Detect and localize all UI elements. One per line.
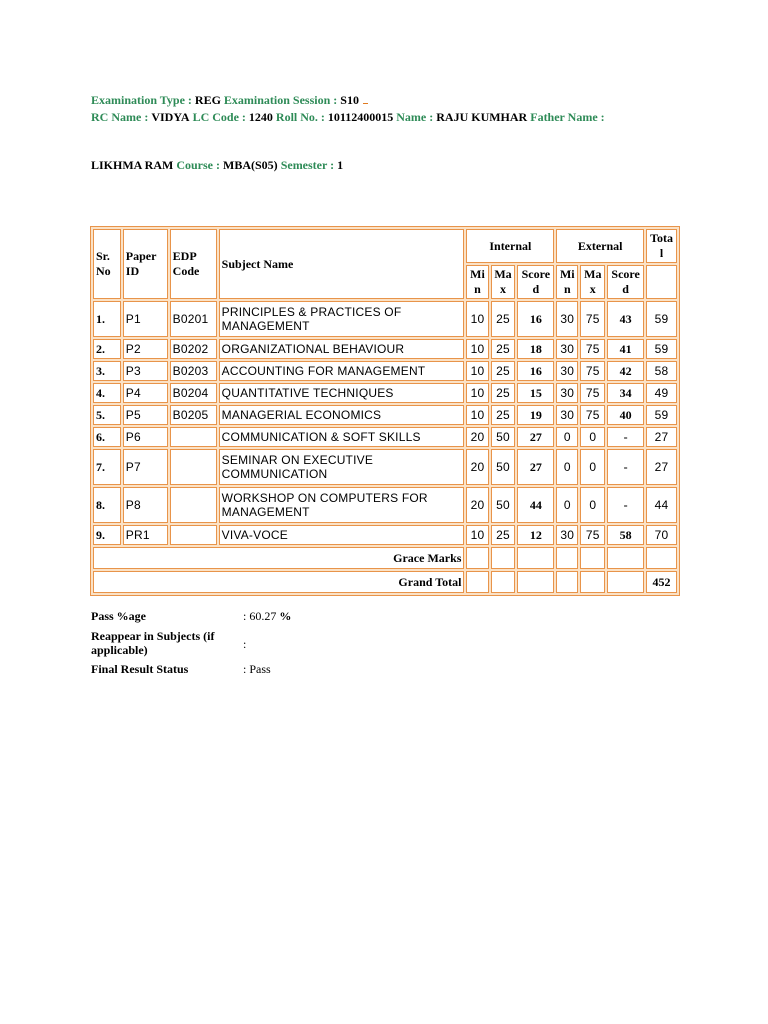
subject-name-cell: MANAGERIAL ECONOMICS	[219, 405, 465, 425]
empty-cell	[556, 571, 578, 593]
internal-max-cell: 25	[491, 525, 516, 545]
empty-cell	[517, 547, 554, 569]
table-row	[93, 361, 677, 381]
empty-cell	[580, 571, 605, 593]
col-internal-scored-header: Score d	[517, 265, 554, 299]
sr-cell: 6.	[93, 427, 121, 447]
paper-id-cell: P5	[123, 405, 168, 425]
edp-code-cell: B0201	[170, 301, 217, 337]
course-value: MBA(S05)	[223, 158, 278, 172]
total-cell: 59	[646, 339, 677, 359]
lc-code-value: 1240	[248, 110, 273, 124]
edp-code-cell: B0204	[170, 383, 217, 403]
internal-scored-cell: 15	[517, 383, 554, 403]
exam-session-value: S10	[340, 93, 359, 107]
edp-code-cell	[170, 525, 217, 545]
table-row	[93, 301, 677, 337]
paper-id-cell: P2	[123, 339, 168, 359]
underline-mark	[363, 93, 368, 104]
col-paper-header: Paper ID	[123, 229, 168, 299]
table-row	[93, 525, 677, 545]
exam-type-value: REG	[194, 93, 221, 107]
edp-code-cell: B0202	[170, 339, 217, 359]
empty-cell	[607, 571, 644, 593]
empty-cell	[580, 547, 605, 569]
semester-value: 1	[337, 158, 344, 172]
external-max-cell: 0	[580, 449, 605, 485]
marks-table	[90, 226, 680, 596]
external-min-cell: 0	[556, 487, 578, 523]
name-value: RAJU KUMHAR	[436, 110, 528, 124]
roll-no-value: 10112400015	[327, 110, 394, 124]
empty-cell	[556, 547, 578, 569]
edp-code-cell	[170, 487, 217, 523]
external-min-cell: 30	[556, 339, 578, 359]
external-scored-cell: 41	[607, 339, 644, 359]
total-cell: 44	[646, 487, 677, 523]
table-row	[93, 383, 677, 403]
external-min-cell: 30	[556, 301, 578, 337]
external-max-cell: 75	[580, 301, 605, 337]
edp-code-cell	[170, 449, 217, 485]
pass-percentage-value: : 60.27	[243, 609, 277, 623]
col-internal-header: Internal	[466, 229, 554, 263]
external-min-cell: 0	[556, 449, 578, 485]
empty-cell	[646, 265, 677, 299]
col-external-max-header: Ma x	[580, 265, 605, 299]
table-row	[93, 339, 677, 359]
external-scored-cell: 34	[607, 383, 644, 403]
external-max-cell: 0	[580, 427, 605, 447]
col-internal-max-header: Ma x	[491, 265, 516, 299]
subject-name-cell: ORGANIZATIONAL BEHAVIOUR	[219, 339, 465, 359]
external-scored-cell: -	[607, 487, 644, 523]
empty-cell	[517, 571, 554, 593]
rc-name-label: RC Name :	[91, 110, 149, 124]
sr-cell: 2.	[93, 339, 121, 359]
empty-cell	[491, 571, 516, 593]
subject-name-cell: WORKSHOP ON COMPUTERS FOR MANAGEMENT	[219, 487, 465, 523]
internal-min-cell: 20	[466, 449, 488, 485]
external-min-cell: 30	[556, 361, 578, 381]
paper-id-cell: P3	[123, 361, 168, 381]
internal-min-cell: 10	[466, 361, 488, 381]
external-scored-cell: 58	[607, 525, 644, 545]
total-cell: 59	[646, 301, 677, 337]
sr-cell: 5.	[93, 405, 121, 425]
sr-cell: 3.	[93, 361, 121, 381]
external-scored-cell: -	[607, 449, 644, 485]
empty-cell	[466, 547, 488, 569]
internal-min-cell: 10	[466, 301, 488, 337]
edp-code-cell: B0205	[170, 405, 217, 425]
reappear-label: Reappear in Subjects (if applicable)	[91, 629, 215, 657]
internal-max-cell: 25	[491, 383, 516, 403]
semester-label: Semester :	[280, 158, 335, 172]
internal-min-cell: 10	[466, 383, 488, 403]
empty-cell	[491, 547, 516, 569]
sr-cell: 4.	[93, 383, 121, 403]
paper-id-cell: PR1	[123, 525, 168, 545]
pass-percentage-label: Pass %age	[91, 609, 146, 623]
external-min-cell: 30	[556, 383, 578, 403]
internal-min-cell: 20	[466, 427, 488, 447]
course-info-line	[91, 158, 343, 172]
internal-scored-cell: 19	[517, 405, 554, 425]
sr-cell: 8.	[93, 487, 121, 523]
exam-session-label: Examination Session :	[223, 93, 338, 107]
internal-min-cell: 10	[466, 525, 488, 545]
paper-id-cell: P1	[123, 301, 168, 337]
empty-cell	[607, 547, 644, 569]
internal-min-cell: 20	[466, 487, 488, 523]
total-cell: 49	[646, 383, 677, 403]
col-subject-header: Subject Name	[219, 229, 465, 299]
sr-cell: 9.	[93, 525, 121, 545]
final-result-label: Final Result Status	[91, 662, 189, 676]
rc-name-value: VIDYA	[151, 110, 190, 124]
internal-scored-cell: 16	[517, 301, 554, 337]
father-name-value: LIKHMA RAM	[91, 158, 174, 172]
course-label: Course :	[176, 158, 221, 172]
external-scored-cell: 42	[607, 361, 644, 381]
internal-max-cell: 25	[491, 339, 516, 359]
external-max-cell: 75	[580, 339, 605, 359]
student-info-line	[91, 110, 605, 124]
subject-name-cell: PRINCIPLES & PRACTICES OF MANAGEMENT	[219, 301, 465, 337]
grand-total-value: 452	[646, 571, 677, 593]
subject-name-cell: ACCOUNTING FOR MANAGEMENT	[219, 361, 465, 381]
table-row	[93, 427, 677, 447]
sr-cell: 1.	[93, 301, 121, 337]
subject-name-cell: QUANTITATIVE TECHNIQUES	[219, 383, 465, 403]
total-cell: 70	[646, 525, 677, 545]
pass-percentage-unit: %	[279, 609, 292, 623]
total-cell: 58	[646, 361, 677, 381]
col-external-scored-header: Score d	[607, 265, 644, 299]
paper-id-cell: P4	[123, 383, 168, 403]
col-edp-header: EDP Code	[170, 229, 217, 299]
reappear-value: :	[243, 637, 247, 651]
col-internal-min-header: Mi n	[466, 265, 488, 299]
internal-max-cell: 25	[491, 301, 516, 337]
internal-scored-cell: 18	[517, 339, 554, 359]
external-min-cell: 30	[556, 405, 578, 425]
external-max-cell: 75	[580, 383, 605, 403]
paper-id-cell: P7	[123, 449, 168, 485]
external-max-cell: 0	[580, 487, 605, 523]
exam-type-label: Examination Type :	[91, 93, 192, 107]
sr-cell: 7.	[93, 449, 121, 485]
external-min-cell: 30	[556, 525, 578, 545]
internal-scored-cell: 27	[517, 449, 554, 485]
paper-id-cell: P8	[123, 487, 168, 523]
empty-cell	[646, 547, 677, 569]
col-total-header: Tota l	[646, 229, 677, 263]
table-row	[93, 405, 677, 425]
internal-scored-cell: 44	[517, 487, 554, 523]
total-cell: 27	[646, 427, 677, 447]
external-max-cell: 75	[580, 525, 605, 545]
empty-cell	[466, 571, 488, 593]
external-scored-cell: 43	[607, 301, 644, 337]
col-external-min-header: Mi n	[556, 265, 578, 299]
grace-marks-label: Grace Marks	[93, 547, 464, 569]
father-name-label: Father Name :	[530, 110, 605, 124]
col-sr-header: Sr. No	[93, 229, 121, 299]
lc-code-label: LC Code :	[192, 110, 246, 124]
name-label: Name :	[396, 110, 434, 124]
table-row	[93, 449, 677, 485]
exam-info-line	[91, 93, 368, 107]
external-scored-cell: 40	[607, 405, 644, 425]
table-row	[93, 487, 677, 523]
edp-code-cell: B0203	[170, 361, 217, 381]
col-external-header: External	[556, 229, 644, 263]
internal-scored-cell: 16	[517, 361, 554, 381]
external-max-cell: 75	[580, 405, 605, 425]
internal-max-cell: 50	[491, 487, 516, 523]
roll-no-label: Roll No. :	[275, 110, 325, 124]
header-row	[93, 229, 677, 263]
grand-total-label: Grand Total	[93, 571, 464, 593]
subject-name-cell: SEMINAR ON EXECUTIVE COMMUNICATION	[219, 449, 465, 485]
external-min-cell: 0	[556, 427, 578, 447]
edp-code-cell	[170, 427, 217, 447]
subject-name-cell: VIVA-VOCE	[219, 525, 465, 545]
external-max-cell: 75	[580, 361, 605, 381]
internal-min-cell: 10	[466, 405, 488, 425]
internal-max-cell: 50	[491, 427, 516, 447]
paper-id-cell: P6	[123, 427, 168, 447]
grand-total-row	[93, 571, 677, 593]
final-result-value: : Pass	[243, 662, 271, 676]
total-cell: 59	[646, 405, 677, 425]
internal-max-cell: 50	[491, 449, 516, 485]
internal-max-cell: 25	[491, 361, 516, 381]
internal-scored-cell: 27	[517, 427, 554, 447]
internal-max-cell: 25	[491, 405, 516, 425]
subject-name-cell: COMMUNICATION & SOFT SKILLS	[219, 427, 465, 447]
total-cell: 27	[646, 449, 677, 485]
internal-min-cell: 10	[466, 339, 488, 359]
grace-marks-row	[93, 547, 677, 569]
external-scored-cell: -	[607, 427, 644, 447]
internal-scored-cell: 12	[517, 525, 554, 545]
